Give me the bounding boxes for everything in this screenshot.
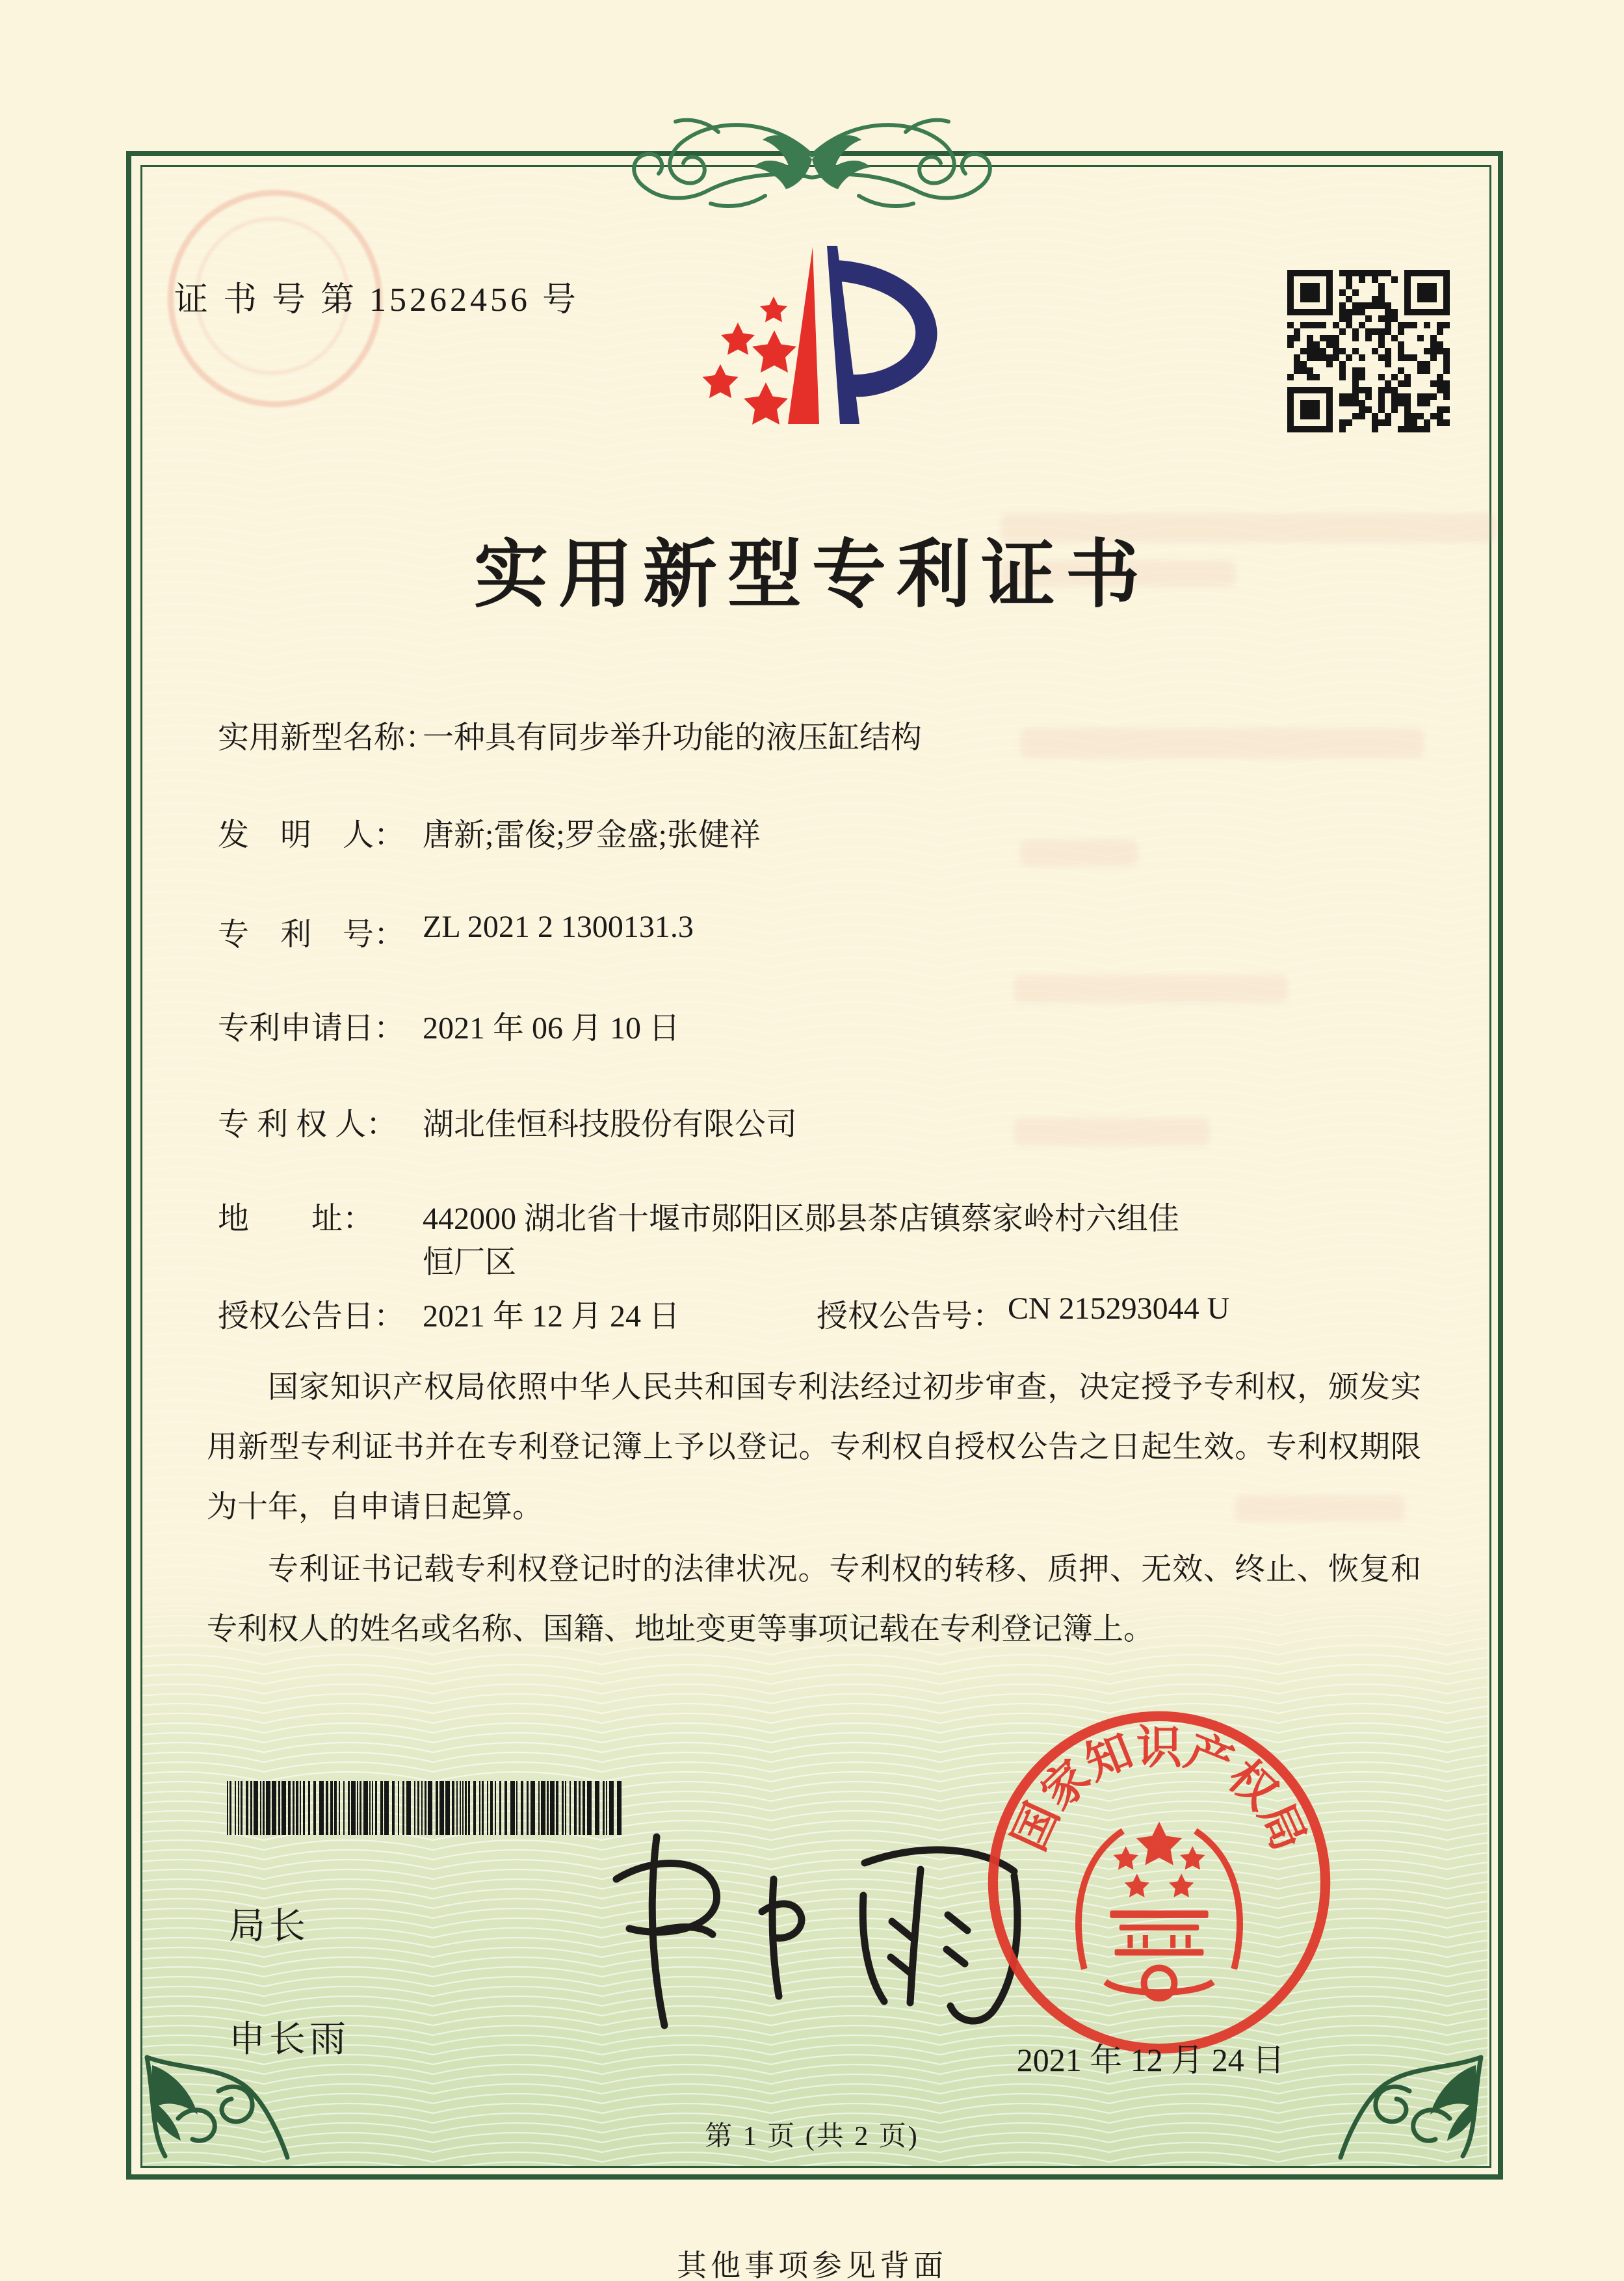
top-dragon-ornament: [579, 92, 1045, 215]
field-value: 湖北佳恒科技股份有限公司: [423, 1107, 798, 1142]
field-label: 地 址：: [218, 1202, 374, 1236]
field-label: 发 明 人：: [218, 818, 406, 852]
field-label: 专 利 号：: [218, 917, 406, 952]
field-label: 实用新型名称：: [218, 720, 437, 755]
field-row-grant: [218, 1291, 1453, 1340]
field-value: 2021 年 12 月 24 日: [423, 1299, 681, 1334]
qr-code: [1287, 270, 1450, 432]
page-number: 第 1 页 (共 2 页): [705, 2122, 919, 2152]
cnipa-logo: [689, 234, 949, 429]
logo-red-wedge: [788, 247, 819, 424]
field-label: 专 利 权 人：: [218, 1107, 398, 1142]
seal-text: 国家知识产权局: [1004, 1722, 1315, 1858]
field-value: 442000 湖北省十堰市郧阳区郧县茶店镇蔡家岭村六组佳: [423, 1202, 1180, 1236]
field-value: ZL 2021 2 1300131.3: [423, 910, 694, 944]
back-note: 其他事项参见背面: [677, 2249, 947, 2281]
field-label: 专利申请日：: [218, 1011, 406, 1046]
field-row-patent-no: [218, 909, 1453, 958]
field-value-address-line2: 恒厂区: [423, 1245, 517, 1280]
body-paragraph-2: 专利证书记载专利权登记时的法律状况。专利权的转移、质押、无效、终止、恢复和专利权人的姓名或名称、国籍、地址变更等事项记载在专利登记簿上。: [207, 1553, 1421, 1646]
body-paragraph-1: 国家知识产权局依照中华人民共和国专利法经过初步审查，决定授予专利权，颁发实用新型专利证书并在专利登记簿上予以登记。专利权自授权公告之日起生效。专利权期限为十年，自申请日起算。: [207, 1371, 1421, 1524]
officer-title: 局长: [229, 1906, 309, 1947]
field-row-filing-date: [218, 1003, 1453, 1052]
field-value: CN 215293044 U: [1008, 1291, 1230, 1326]
official-seal: [984, 1707, 1335, 2058]
field-value: 唐新;雷俊;罗金盛;张健祥: [423, 818, 761, 852]
certificate-number: 证 书 号 第 15262456 号: [174, 282, 580, 319]
field-row-patentee: [218, 1099, 1453, 1148]
signature: [559, 1801, 1040, 2055]
field-row-inventors: [218, 810, 1453, 859]
seal-date: 2021 年 12 月 24 日: [1016, 2042, 1285, 2078]
field-row-name: [218, 712, 1453, 761]
seal-national-emblem: [1110, 1821, 1208, 1955]
officer-name: 申长雨: [229, 2020, 350, 2060]
field-label: 授权公告日：: [218, 1299, 406, 1334]
bleedthrough-text-smudge: [1014, 975, 1287, 1003]
field-value: 2021 年 06 月 10 日: [423, 1011, 681, 1046]
field-label: 授权公告号：: [817, 1299, 1004, 1334]
field-value: 一种具有同步举升功能的液压缸结构: [423, 720, 923, 755]
certificate-title: 实用新型专利证书: [473, 534, 1150, 616]
field-row-address: [218, 1193, 1453, 1243]
